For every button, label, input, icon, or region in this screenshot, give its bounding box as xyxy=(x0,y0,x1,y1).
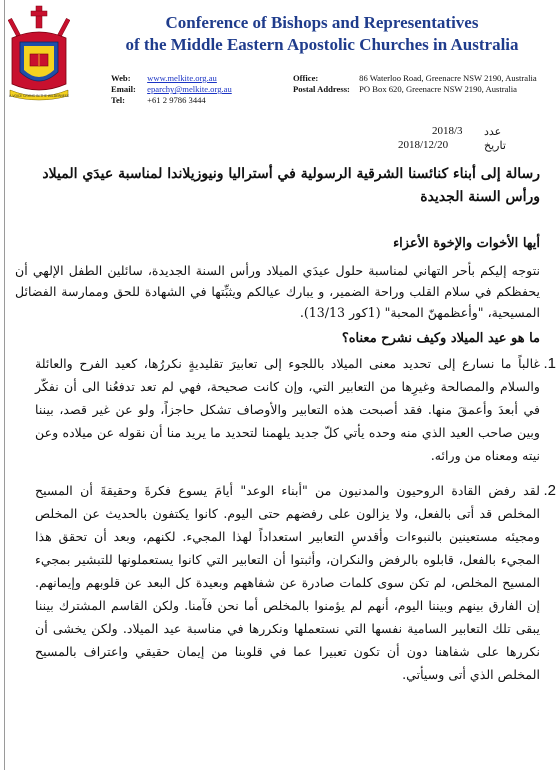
contact-web-row xyxy=(111,73,232,84)
reference-date-value: 2018/12/20 xyxy=(398,139,449,151)
contact-tel-row xyxy=(111,95,232,106)
page-border-line xyxy=(4,0,5,770)
postal-value: PO Box 620, Greenacre NSW 2190, Australia xyxy=(359,84,517,94)
tel-value: +61 2 9786 3444 xyxy=(147,95,206,105)
coat-of-arms-logo xyxy=(8,4,70,102)
contact-email-row xyxy=(111,84,232,95)
letter-greeting: أيها الأخوات والإخوة الأعزاء xyxy=(393,236,540,251)
conference-title-line2: of the Middle Eastern Apostolic Churches in Australia xyxy=(125,35,519,54)
list-item-number: 1. xyxy=(543,355,556,372)
postal-label: Postal Address: xyxy=(293,84,350,94)
svg-text:A VOICE CRYING IN THE WILDERNE: A VOICE CRYING IN THE WILDERNESS xyxy=(9,94,69,98)
list-item-text: لقد رفض القادة الروحيون والمدنيون من "أبناء الوعد" أيامَ يسوع فكرةَ وحقيقةَ أن المسيح المخلص قد أتى بالفعل، ولا يزالون على رفضهم حتى اليوم. كانوا يكتفون بالحديث عن المخلص ومجيئه مستعينين بالنبوءات وأقدسِ التعابير استعداداً لهذا المجيء. لكنهم، وبعد أن تحقق هذا المجيء بالفعل، قابلوه بالرفض والنكران، وأثبتوا أن التعابير التي كانوا يستعملونها للتبشير بمجيء المسيح المخلص، لم تكن سوى كلمات صادرة عن شفاههم وبعيدة كل البعد عن قلوبهم وإيمانهم. إن الفارق بينهم وبيننا اليوم، أنهم لم يؤمنوا بالمخلص أما نحن فآمنا. ولكن القاسم المشترك بيننا يبقى تلك التعابير السامية نفسها التي نستعملها ونكررها في مناسبة عيد الميلاد. ولكن يخشى أن نكررها على شفاهنا دون أن تكون تعبيرا عما في قلوبنا من إيمان حقيقي واعتراف بالمسيح المخلص الذي أتى وسيأتي. xyxy=(35,483,540,682)
email-link[interactable]: eparchy@melkite.org.au xyxy=(147,84,232,94)
contact-block-left xyxy=(111,73,232,106)
letter-subject: رسالة إلى أبناء كنائسنا الشرقية الرسولية في أستراليا ونيوزيلاندا لمناسبة عيدَي الميلاد ورأس السنة الجديدة xyxy=(42,166,540,205)
office-value: 86 Waterloo Road, Greenacre NSW 2190, Australia xyxy=(359,73,537,83)
reference-date-label: تاريخ xyxy=(484,140,506,152)
list-item xyxy=(35,479,556,686)
conference-title-line1: Conference of Bishops and Representatives xyxy=(165,13,479,32)
list-item xyxy=(35,352,556,467)
contact-postal-row xyxy=(293,84,537,95)
office-label: Office: xyxy=(293,73,319,83)
reference-number-label: عدد xyxy=(484,126,502,138)
reference-number-value: 2018/3 xyxy=(432,125,463,137)
web-label: Web: xyxy=(111,73,131,83)
tel-label: Tel: xyxy=(111,95,126,105)
contact-block-right xyxy=(293,73,537,95)
contact-office-row xyxy=(293,73,537,84)
email-label: Email: xyxy=(111,84,136,94)
list-item-number: 2. xyxy=(543,482,556,499)
list-item-text: غالباً ما نسارع إلى تحديد معنى الميلاد باللجوء إلى تعابيرَ تقليديةٍ نكررُها، كعيد الفرح والعائلة والسلام والمصالحة وغيرِها من التعابير التي، وإن كانت صحيحة، فهي لم تعد تدفعُنا الى أن نفكّر في أبعدَ وأعمقَ منها. فقد أصبحت هذه التعابير والأوصاف تشكل حاجزاً، ولو عن غير قصد، بيننا وبين صاحب العيد الذي منه وحده يأتي كلّ جديد يلهمنا لتحديد ما يريد منا أن نقوله عن ميلاده وعن نيته ومعناه من ورائه. xyxy=(35,356,540,463)
letter-intro-paragraph: نتوجه إليكم بأحر التهاني لمناسبة حلول عيدَي الميلاد ورأس السنة الجديدة، سائلين الطفل الإلهي أن يحفظكم في سلام القلب وراحة الضمير، و يبارك عيالكم ويثبِّتها في الشهادة للحق وممارسة الفضائل المسيحية، "وأعظمهنّ المحبة" (1كور 13/13). xyxy=(15,263,540,320)
web-link[interactable]: www.melkite.org.au xyxy=(147,73,217,83)
letter-question-heading: ما هو عيد الميلاد وكيف نشرح معناه؟ xyxy=(341,331,540,346)
